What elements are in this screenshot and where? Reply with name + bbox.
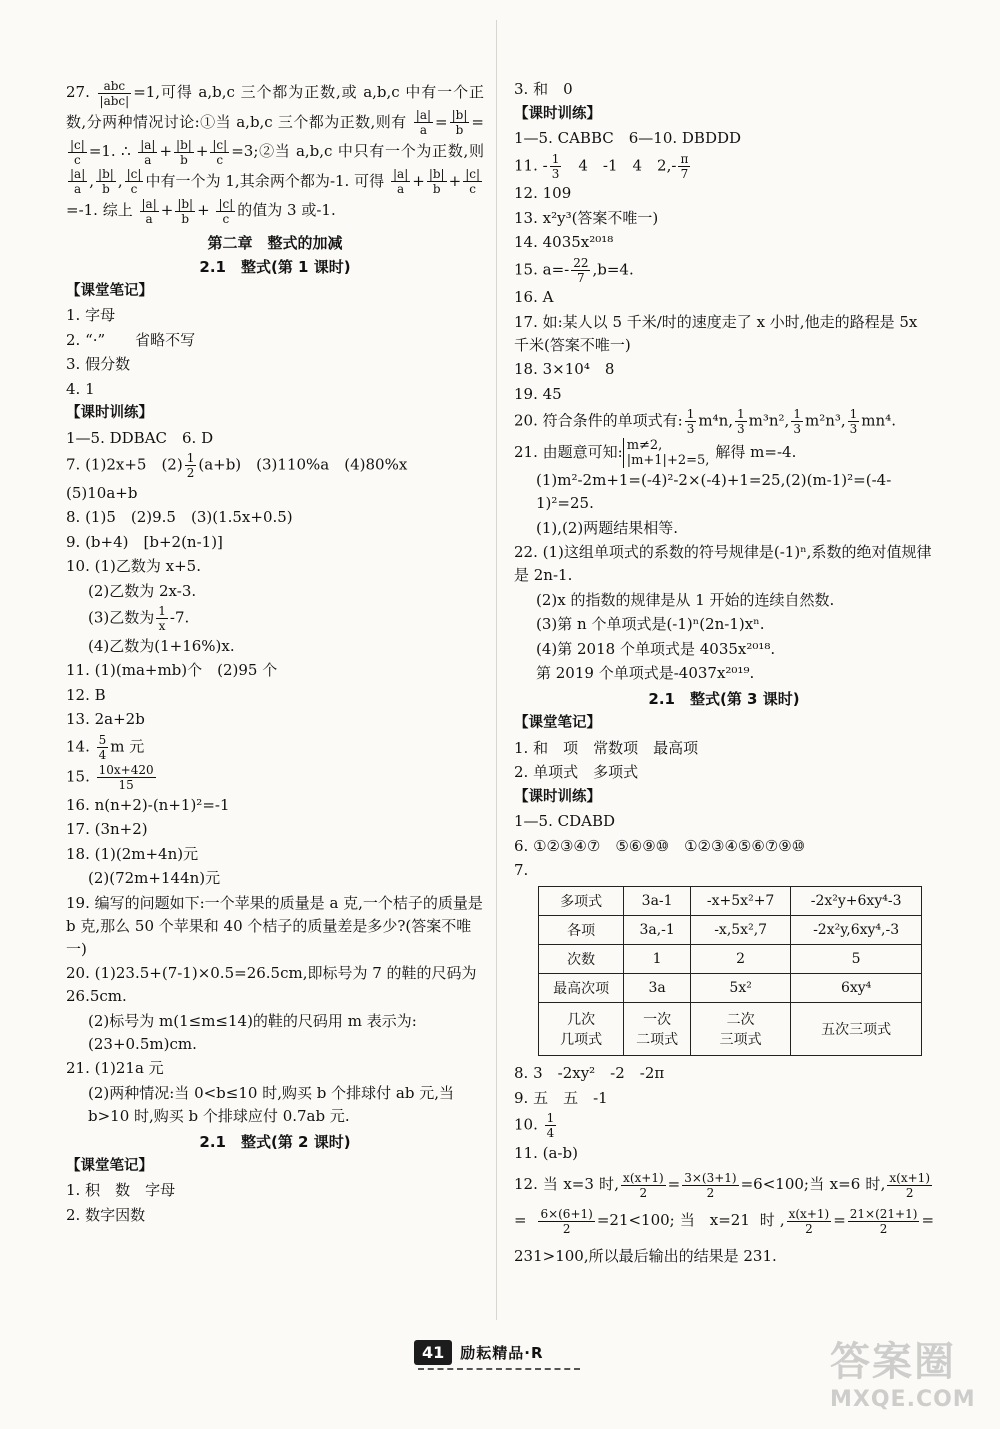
table-row xyxy=(539,945,922,974)
answer-21-calc: (1)m²-2m+1=(-4)²-2×(-4)+1=25,(2)(m-1)²=(-4-1)²=25. xyxy=(536,471,892,512)
answer-8: 8. 3 -2xy² -2 -2π xyxy=(514,1064,665,1082)
answer-8: 8. (1)5 (2)9.5 (3)(1.5x+0.5) xyxy=(66,508,293,526)
answer-22-5: 第 2019 个单项式是-4037x²⁰¹⁹. xyxy=(536,664,755,682)
table-cell: -x+5x²+7 xyxy=(691,887,791,916)
answer-14: 14. 4035x²⁰¹⁸ xyxy=(514,233,614,251)
answer-9: 9. (b+4) [b+2(n-1)] xyxy=(66,532,223,551)
note-item: 2. 单项式 多项式 xyxy=(514,763,639,781)
answer-1-6: 1—5. DDBAC 6. D xyxy=(66,428,214,447)
answer-10-3: (3)乙数为 $\frac{1}{x}$ -7. xyxy=(88,604,190,633)
table-cell: 3a xyxy=(624,974,691,1003)
polynomial-table xyxy=(538,886,922,1056)
table-cell: 5x² xyxy=(691,974,791,1003)
notes-heading: 【课堂笔记】 xyxy=(66,1157,153,1174)
table-row xyxy=(539,916,922,945)
answer-11: 11. (a-b) xyxy=(514,1143,578,1162)
answer-27: 27. $\frac{\text{abc}}{\text{|abc|}}$ =1,可得 a,b,c 三个都为正数,或 a,b,c 中有一个正数,分两种情况讨论:①当 a,b,c 三个都为正数,则有 $\frac{|a|}{a}$ = $\frac{|b|}{b}$ = $\frac{|c|}{c}$ =1. ∴ $\frac{|a|}{a}$ + $\frac{|b|}{b}$ + $\frac{|c|}{c}$ =3;②当 a,b,c 中只有一个为正数,则 $\frac{|a|}{a}$ , $\frac{|b|}{b}$ , $\frac{|c|}{c}$ 中有一个为 1,其余两个都为-1. 可得 $\frac{|a|}{a}$ + $\frac{|b|}{b}$ + $\frac{|c|}{c}$ =-1. 综上 $\frac{|a|}{a}$ + $\frac{|b|}{b}$ + $\frac{|c|}{c}$ 的值为 3 或-1. xyxy=(66,78,484,226)
answer-9: 9. 五 五 -1 xyxy=(514,1088,608,1107)
table-cell: 五次三项式 xyxy=(791,1003,922,1056)
table-cell: 1 xyxy=(624,945,691,974)
answer-1-10: 1—5. CABBC 6—10. DBDDD xyxy=(514,129,742,147)
answer-21-conclusion: (1),(2)两题结果相等. xyxy=(536,518,679,537)
answer-21: 21. 由题意可知: m≠2, |m+1|+2=5, 解得 m=-4. xyxy=(514,437,797,468)
note-item: 4. 1 xyxy=(66,379,95,398)
table-cell: 5 xyxy=(791,945,922,974)
table-cell: -2x²y,6xy⁴,-3 xyxy=(791,916,922,945)
answer-22-2: (2)x 的指数的规律是从 1 开始的连续自然数. xyxy=(536,590,835,609)
table-row xyxy=(539,1003,922,1056)
answer-22-3: (3)第 n 个单项式是(-1)ⁿ(2n-1)xⁿ. xyxy=(536,615,765,633)
answer-14: 14. $\frac{5}{4}$ m 元 xyxy=(66,732,145,762)
training-heading: 【课时训练】 xyxy=(514,105,601,122)
answer-11: 11. (1)(ma+mb)个 (2)95 个 xyxy=(66,661,278,679)
answer-12: 12. B xyxy=(66,685,106,704)
note-item: 1. 积 数 字母 xyxy=(66,1181,176,1199)
answer-10: 10. $\frac{1}{4}$ xyxy=(514,1111,555,1140)
page-footer xyxy=(414,1340,544,1365)
answer-16: 16. n(n+2)-(n+1)²=-1 xyxy=(66,795,230,814)
notes-heading: 【课堂笔记】 xyxy=(514,715,601,731)
answer-3: 3. 和 0 xyxy=(514,80,573,98)
table-row xyxy=(539,887,922,916)
answer-17: 17. 如:某人以 5 千米/时的速度走了 x 小时,他走的路程是 5x 千米(答案不唯一) xyxy=(514,312,918,354)
watermark: 答案圈 MXQE.COM xyxy=(830,1339,976,1412)
answer-19: 19. 编写的问题如下:一个苹果的质量是 a 克,一个桔子的质量是 b 克,那么 50 个苹果和 40 个桔子的质量差是多少?(答案不唯一) xyxy=(66,893,483,958)
table-row xyxy=(539,974,922,1003)
training-heading: 【课时训练】 xyxy=(514,788,601,805)
note-item: 1. 和 项 常数项 最高项 xyxy=(514,738,699,757)
answer-19: 19. 45 xyxy=(514,384,562,403)
answer-16: 16. A xyxy=(514,288,554,306)
answer-7: 7. xyxy=(514,861,529,879)
answer-18: 18. (1)(2m+4n)元 xyxy=(66,844,199,863)
answer-15: 15. $\frac{10x+420}{15}$ xyxy=(66,763,154,792)
note-item: 1. 字母 xyxy=(66,306,116,324)
column-divider xyxy=(496,20,497,1320)
answer-15: 15. a=- $\frac{22}{7}$ ,b=4. xyxy=(514,255,634,285)
answer-18-2: (2)(72m+144n)元 xyxy=(88,869,221,887)
answer-13: 13. 2a+2b xyxy=(66,710,145,728)
section-title: 2.1 整式(第 1 课时) xyxy=(199,257,351,276)
table-cell: 各项 xyxy=(539,916,624,945)
section-title: 2.1 整式(第 2 课时) xyxy=(199,1132,351,1151)
footer-rule xyxy=(418,1368,580,1370)
answer-20-2: (2)标号为 m(1≤m≤14)的鞋的尺码用 m 表示为:(23+0.5m)cm. xyxy=(88,1011,417,1053)
answer-17: 17. (3n+2) xyxy=(66,820,148,838)
answer-12: 12. 当 x=3 时, $\frac{x(x+1)}{2}$ = $\frac{3\times(3+1)}{2}$ =6<100;当 x=6 时, $\frac{x(x+1)}{2}$ = $\frac{6\times(6+1)}{2}$ =21<100;当 x=21 时, $\frac{x(x+1)}{2}$ = $\frac{21\times(21+1)}{2}$ = 231>100,所以最后输出的结果是 231. xyxy=(514,1170,935,1265)
answer-6: 6. ①②③④⑦ ⑤⑥⑨⑩ ①②③④⑤⑥⑦⑨⑩ xyxy=(514,836,806,855)
answer-13: 13. x²y³(答案不唯一) xyxy=(514,208,659,227)
table-cell: 2 xyxy=(691,945,791,974)
notes-heading: 【课堂笔记】 xyxy=(66,282,153,299)
chapter-title: 第二章 整式的加减 xyxy=(207,233,343,252)
table-cell: 一次 二项式 xyxy=(624,1003,691,1056)
note-item: 2. 数字因数 xyxy=(66,1205,146,1224)
answer-18: 18. 3×10⁴ 8 xyxy=(514,360,615,378)
answer-21: 21. (1)21a 元 xyxy=(66,1059,164,1077)
section-title: 2.1 整式(第 3 课时) xyxy=(648,690,800,708)
answer-1-5: 1—5. CDABD xyxy=(514,812,616,830)
note-item: 3. 假分数 xyxy=(66,355,131,373)
table-cell: 最高次项 xyxy=(539,974,624,1003)
answer-21-2: (2)两种情况:当 0<b≤10 时,购买 b 个排球付 ab 元,当 b>10 时,购买 b 个排球应付 0.7ab 元. xyxy=(88,1083,454,1125)
table-cell: 次数 xyxy=(539,945,624,974)
answer-7: 7. (1)2x+5 (2) $\frac{1}{2}$ (a+b) (3)110%a (4)80%x xyxy=(66,451,408,480)
page-number: 41 xyxy=(414,1340,452,1365)
fraction: $\frac{\text{abc}}{\text{|abc|}}$ xyxy=(99,78,130,108)
answer-12: 12. 109 xyxy=(514,184,572,202)
table-cell: 几次 几项式 xyxy=(539,1003,624,1056)
note-item: 2. “·” 省略不写 xyxy=(66,330,196,349)
table-cell: 二次 三项式 xyxy=(691,1003,791,1056)
table-cell: -x,5x²,7 xyxy=(691,916,791,945)
table-cell: 多项式 xyxy=(539,887,624,916)
answer-11: 11. - $\frac{1}{3}$ 4 -1 4 2,- $\frac{\pi}{7}$ xyxy=(514,151,689,181)
training-heading: 【课时训练】 xyxy=(66,405,153,421)
brand-label: 励耘精品·R xyxy=(460,1344,544,1362)
answer-10-2: (2)乙数为 2x-3. xyxy=(88,581,197,600)
left-column xyxy=(66,78,484,1228)
table-cell: 6xy⁴ xyxy=(791,974,922,1003)
table-cell: 3a-1 xyxy=(624,887,691,916)
answer-7-cont: (5)10a+b xyxy=(66,483,138,502)
table-cell: 3a,-1 xyxy=(624,916,691,945)
answer-22-4: (4)第 2018 个单项式是 4035x²⁰¹⁸. xyxy=(536,639,776,658)
answer-20: 20. 符合条件的单项式有: $\frac{1}{3}$ m⁴n, $\frac{1}{3}$ m³n², $\frac{1}{3}$ m²n³, $\frac{1}{3}$ mn⁴. xyxy=(514,407,896,436)
table-cell: -2x²y+6xy⁴-3 xyxy=(791,887,922,916)
answer-22: 22. (1)这组单项式的系数的符号规律是(-1)ⁿ,系数的绝对值规律是 2n-1. xyxy=(514,543,932,584)
right-column xyxy=(514,78,934,1274)
answer-10-4: (4)乙数为(1+16%)x. xyxy=(88,636,235,655)
answer-20: 20. (1)23.5+(7-1)×0.5=26.5cm,即标号为 7 的鞋的尺码为 26.5cm. xyxy=(66,964,477,1005)
answer-10: 10. (1)乙数为 x+5. xyxy=(66,557,201,575)
